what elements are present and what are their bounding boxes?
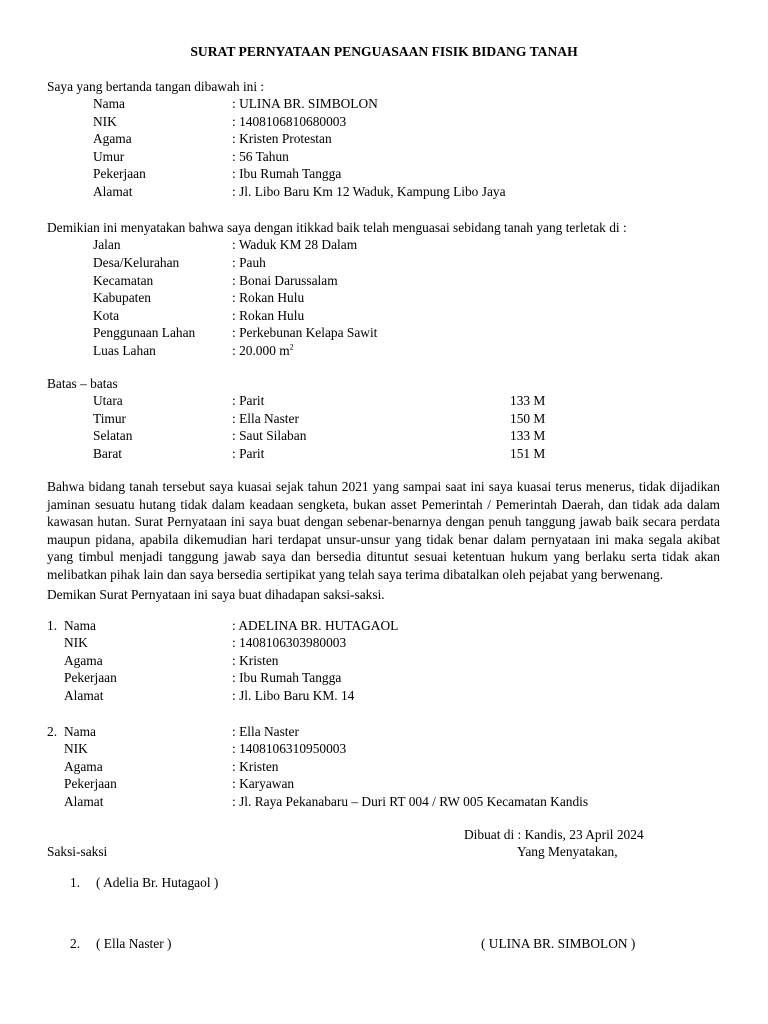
witness-number: 2. xyxy=(47,724,58,739)
intro-text: Saya yang bertanda tangan dibawah ini : xyxy=(47,79,265,94)
closing-text: Demikan Surat Pernyataan ini saya buat dihadapan saksi-saksi. xyxy=(47,587,385,602)
area-unit-superscript: 2 xyxy=(289,342,294,352)
declarant-signature-name: ( ULINA BR. SIMBOLON ) xyxy=(481,936,636,951)
witness-signature-name: ( Adelia Br. Hutagaol ) xyxy=(96,875,219,890)
document-title: SURAT PERNYATAAN PENGUASAAN FISIK BIDANG TANAH xyxy=(190,44,578,59)
place-date: Dibuat di : Kandis, 23 April 2024 xyxy=(464,827,644,842)
declarant-label: Yang Menyatakan, xyxy=(517,844,618,859)
witness-number: 1. xyxy=(47,618,58,633)
witness-signature-number: 1. xyxy=(70,875,81,890)
witness-signature-name: ( Ella Naster ) xyxy=(96,936,172,951)
land-area-value: : 20.000 m xyxy=(232,343,290,358)
bounds-title: Batas – batas xyxy=(47,376,118,391)
witness-signature-number: 2. xyxy=(70,936,81,951)
statement-paragraph: Bahwa bidang tanah tersebut saya kuasai sejak tahun 2021 yang sampai saat ini saya kuasai terus menerus, tidak dijadikan jaminan sesuatu hutang tidak dalam keadaan sengketa, bukan asset Pemerintah / Pemerintah Daerah, dan tidak ada dalam kawasan hutan. Surat Pernyataan ini saya buat dengan sebenar-benarnya dengan penuh tanggung jawab baik secara perdata maupun pidana, apabila dikemudian hari terdapat unsur-unsur yang tidak benar dalam pernyataan ini maka segala akibat yang timbul menjadi tanggung jawab saya dan bersedia dituntut sesuai ketentuan hukum yang berlaku serta tidak akan melibatkan pihak lain dan saya bersedia sertipikat yang telah saya terima dibatalkan oleh pejabat yang berwenang. xyxy=(47,479,720,582)
witnesses-label: Saksi-saksi xyxy=(47,844,108,859)
document-page: SURAT PERNYATAAN PENGUASAAN FISIK BIDANG TANAH Saya yang bertanda tangan dibawah ini : Nama : ULINA BR. SIMBOLON NIK : 1408106810680003 Agama : Kristen Protestan Umur : 56 Tahun Pekerjaan : Ibu Rumah Tangga Alamat : Jl. Libo Baru Km 12 Waduk, Kampung Libo Jaya Demikian ini menyatakan bahwa saya dengan itikkad baik telah menguasai sebidang tanah yang terletak di : Jalan : Waduk KM 28 Dalam Desa/Kelurahan : Pauh Kecamatan : Bonai Darussalam Kabupaten : Rokan Hulu Kota : Rokan Hulu Penggunaan Lahan : Perkebunan Kelapa Sawit Luas Lahan : 20.000 $m^2$ Batas – batas Utara : Parit 133 M Timur : Ella Naster 150 M Selatan : Saut Silaban 133 M Barat : Parit 151 M Bahwa bidang tanah tersebut saya kuasai sejak tahun 2021 yang sampai saat ini saya kuasai terus menerus, tidak dijadikan jaminan sesuatu hutang tidak dalam keadaan sengketa, bukan asset Pemerintah / Pemerintah Daerah, dan tidak ada dalam kawasan hutan. Surat Pernyataan ini saya buat dengan sebenar-benarnya dengan penuh tanggung jawab baik secara perdata maupun pidana, apabila dikemudian hari terdapat unsur-unsur yang tidak benar dalam pernyataan ini maka segala akibat yang timbul menjadi tanggung jawab saya dan bersedia dituntut sesuai ketentuan hukum yang berlaku serta tidak akan melibatkan pihak lain dan saya bersedia sertipikat yang telah saya terima dibatalkan oleh pejabat yang berwenang. Demikan Surat Pernyataan ini saya buat dihadapan saksi-saksi. 1. Nama : ADELINA BR. HUTAGAOL NIK : 1408106303980003 Agama : Kristen Pekerjaan : Ibu Rumah Tangga Alamat : Jl. Libo Baru KM. 14 2. Nama : Ella Naster NIK : 1408106310950003 Agama : Kristen Pekerjaan : Karyawan Alamat : Jl. Raya Pekanabaru – Duri RT 004 / RW 005 Kecamatan Kandis Dibuat di : Kandis, 23 April 2024 Saksi-saksi Yang Menyatakan, 1. ( Adelia Br. Hutagaol ) 2. ( Ella Naster ) ( ULINA BR. SIMBOLON ) xyxy=(0,0,768,1024)
land-intro-text: Demikian ini menyatakan bahwa saya dengan itikkad baik telah menguasai sebidang tanah yang terletak di : xyxy=(47,220,627,235)
